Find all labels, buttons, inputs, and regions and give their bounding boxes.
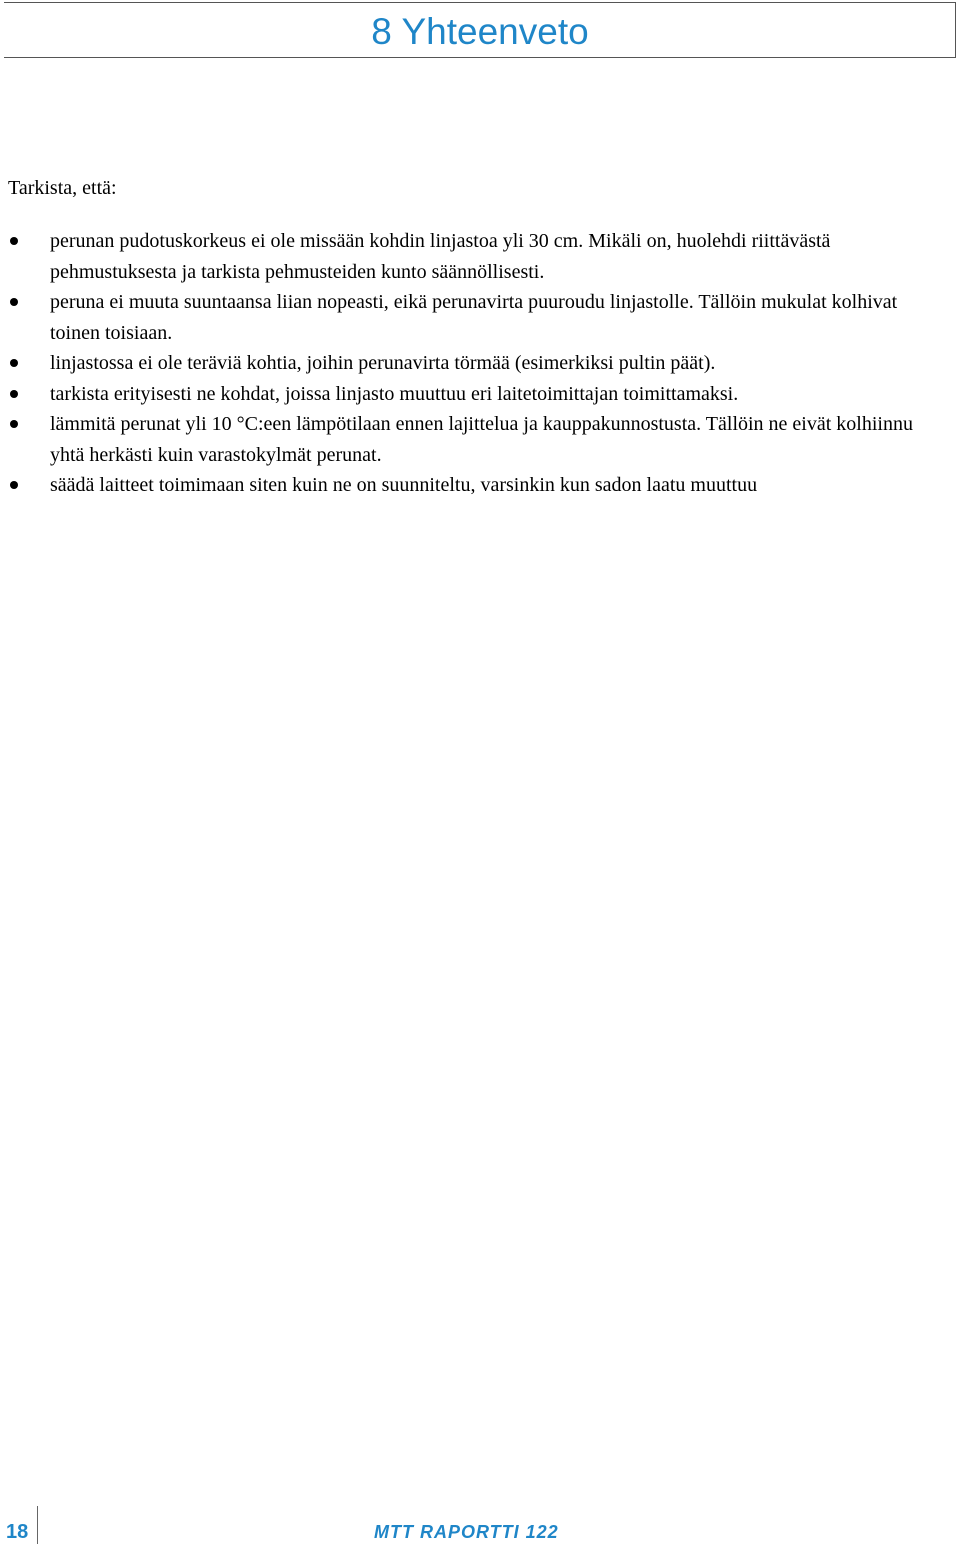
intro-text: Tarkista, että: xyxy=(8,177,117,199)
bullet-icon xyxy=(10,390,18,398)
list-item-text: säädä laitteet toimimaan siten kuin ne on suunniteltu, varsinkin kun sadon laatu muuttuu xyxy=(50,474,758,496)
bullet-icon xyxy=(10,298,18,306)
list-item-text: peruna ei muuta suuntaansa liian nopeasti, eikä perunavirta puuroudu linjastolle. Tällöin mukulat kolhivat toinen toisiaan. xyxy=(50,291,898,344)
list-item-text: lämmitä perunat yli 10 °C:een lämpötilaan ennen lajittelua ja kauppakunnostusta. Tällöin ne eivät kolhiinnu yhtä herkästi kuin varastokylmät perunat. xyxy=(50,413,913,466)
list-item-text: linjastossa ei ole teräviä kohtia, joihin perunavirta törmää (esimerkiksi pultin päät). xyxy=(50,352,716,374)
page-number: 18 xyxy=(6,1521,29,1543)
list-item xyxy=(8,226,952,287)
list-item-text: perunan pudotuskorkeus ei ole missään kohdin linjastoa yli 30 cm. Mikäli on, huolehdi riittävästä pehmustuksesta ja tarkista pehmusteiden kunto säännöllisesti. xyxy=(50,230,831,283)
bullet-icon xyxy=(10,420,18,428)
bullet-icon xyxy=(10,481,18,489)
list-item xyxy=(8,379,952,410)
list-item-text: tarkista erityisesti ne kohdat, joissa linjasto muuttuu eri laitetoimittajan toimittamaksi. xyxy=(50,382,739,405)
report-series-label: MTT RAPORTTI 122 xyxy=(374,1522,559,1542)
list-item xyxy=(8,287,952,348)
bullet-icon xyxy=(10,359,18,367)
list-item xyxy=(8,348,952,379)
page-title: 8 Yhteenveto xyxy=(371,11,589,52)
list-item xyxy=(8,409,952,470)
list-item xyxy=(8,470,952,501)
checklist xyxy=(8,226,952,501)
bullet-icon xyxy=(10,237,18,245)
